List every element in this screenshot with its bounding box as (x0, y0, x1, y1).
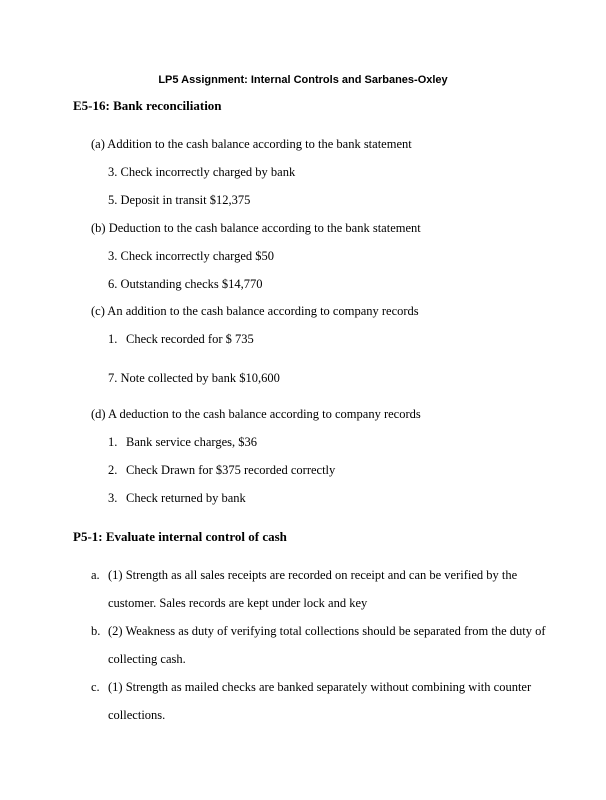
part-b-item: 3. Check incorrectly charged $50 (108, 249, 275, 263)
evaluation-item-line: (1) Strength as mailed checks are banked separately without combining with counter (108, 680, 532, 694)
list-marker: 1. (108, 435, 118, 449)
document-title: LP5 Assignment: Internal Controls and Sarbanes-Oxley (158, 74, 448, 86)
list-marker: 1. (108, 332, 118, 346)
part-d-item: Check returned by bank (126, 491, 246, 505)
part-c-item: Check recorded for $ 735 (126, 332, 254, 346)
section-heading-bank-reconciliation: E5-16: Bank reconciliation (73, 98, 222, 113)
evaluation-item-line: (2) Weakness as duty of verifying total collections should be separated from the duty of (108, 624, 546, 638)
part-d-item: Bank service charges, $36 (126, 435, 257, 449)
evaluation-item-line: customer. Sales records are kept under lock and key (108, 596, 368, 610)
part-d-item: Check Drawn for $375 recorded correctly (126, 463, 336, 477)
list-marker: b. (91, 624, 101, 638)
evaluation-item-line: (1) Strength as all sales receipts are recorded on receipt and can be verified by the (108, 568, 518, 582)
list-marker: 2. (108, 463, 118, 477)
part-a-label: (a) Addition to the cash balance according to the bank statement (91, 137, 412, 151)
section-heading-internal-control: P5-1: Evaluate internal control of cash (73, 529, 287, 544)
part-c-label: (c) An addition to the cash balance according to company records (91, 304, 419, 318)
part-a-item: 5. Deposit in transit $12,375 (108, 193, 251, 207)
part-c-item: 7. Note collected by bank $10,600 (108, 371, 280, 385)
part-b-item: 6. Outstanding checks $14,770 (108, 277, 263, 291)
evaluation-item-line: collections. (108, 708, 166, 722)
evaluation-item-line: collecting cash. (108, 652, 186, 666)
part-a-item: 3. Check incorrectly charged by bank (108, 165, 296, 179)
list-marker: a. (91, 568, 100, 582)
list-marker: c. (91, 680, 100, 694)
list-marker: 3. (108, 491, 118, 505)
part-d-label: (d) A deduction to the cash balance according to company records (91, 407, 421, 421)
part-b-label: (b) Deduction to the cash balance according to the bank statement (91, 221, 421, 235)
